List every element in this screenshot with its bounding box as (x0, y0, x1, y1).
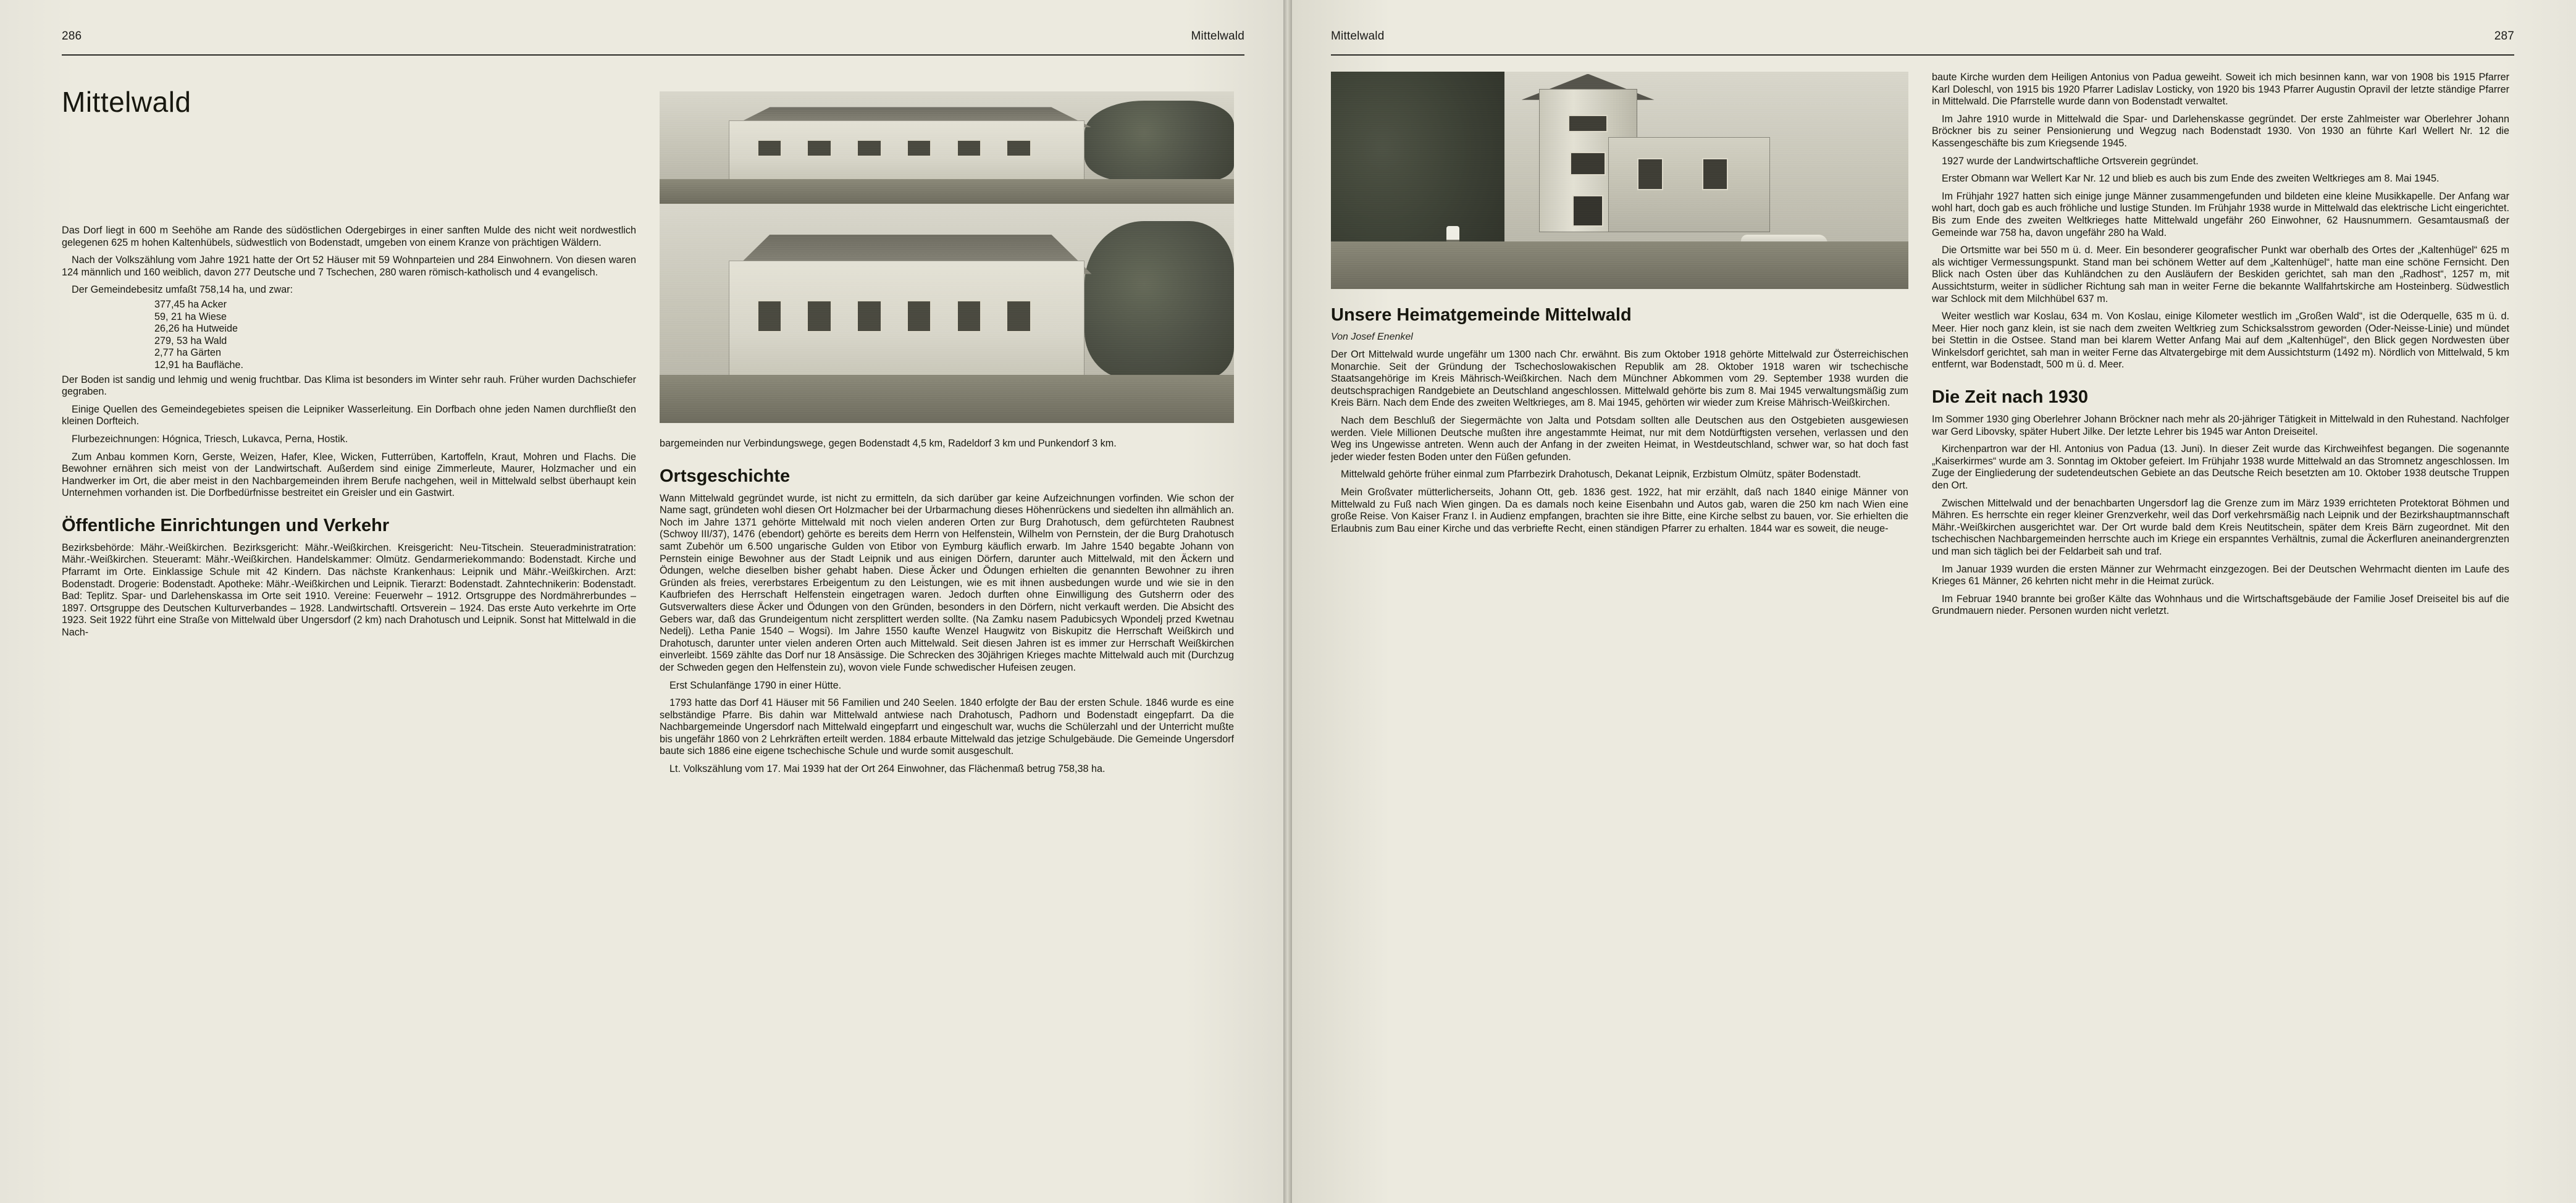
page-title: Mittelwald (62, 86, 191, 118)
paragraph: Erster Obmann war Wellert Kar Nr. 12 und blieb es auch bis zum Ende des zweiten Weltkrieges am 8. Mai 1945. (1942, 173, 2440, 185)
paragraph: Flurbezeichnungen: Hógnica, Triesch, Lukavca, Perna, Hostik. (72, 433, 348, 445)
paragraph: Im Frühjahr 1927 hatten sich einige junge Männer zusammengefunden und bildeten eine kleine Musikkapelle. Der Anfang war wohl hart, doch gab es auch fröhliche und lustige Stunden. Im Frühjahr 1938 wurde in Mittelwald das elektrische Licht eingerichtet. Bis zum Ende des zweiten Weltkrieges hatte Mittelwald ungefähr 260 Einwohner, 62 Hausnummern. Gesamtausmaß der Gemeinde war 758 ha, davon ungefähr 280 ha Wald. (1932, 190, 2509, 238)
left-column-2 (660, 72, 1234, 1177)
list-item: 59, 21 ha Wiese (154, 311, 227, 322)
photo-village-house-large (660, 204, 1234, 423)
photo-church-mittelwald (1331, 72, 1908, 289)
right-column-2 (1932, 72, 2509, 1177)
left-running-head (62, 30, 1244, 51)
paragraph: Der Ort Mittelwald wurde ungefähr um 1300 nach Chr. erwähnt. Bis zum Oktober 1918 gehörte Mittelwald zur Österreichischen Monarchie. Seit der Gründung der Tschechoslowakischen Republik am 28. Oktober 1918 waren wir tschechische Staatsangehörige im Kreis Mährisch-Weißkirchen. Nach dem Münchner Abkommen vom 29. September 1938 wurden die deutschsprachigen Randgebiete an Deutschland angeschlossen. Mittelwald gehörte bis zum 8. Mai 1945 verwaltungsmäßig zum Kreis Bärn. Nach dem Ende des zweiten Weltkrieges, am 8. Mai 1945, gehörten wir wieder zum Kreise Mährisch-Weißkirchen. (1331, 349, 1908, 409)
paragraph: Wann Mittelwald gegründet wurde, ist nicht zu ermitteln, da sich darüber gar keine Aufzeichnungen vorfinden. Wie schon der Name sagt, gründeten wohl diesen Ort Holzmacher bei der Urbarmachung dieses Höhenrückens und siedelten ihn allmählich an. Noch im Jahre 1371 gehörte Mittelwald mit noch vielen anderen Orten zur Burg Drahotusch, dem gefürchteten Raubnest (Schwoy III/37), 1476 (ebendort) gehörte es bereits dem Herrn von Helfenstein, Wilhelm von Pernstein, der die Burg Drahotusch samt Zubehör um 6.500 ungarische Gulden von Etibor von Eymburg käuflich erwarb. Im Jahre 1540 begabte Johann von Pernstein einige Bewohner aus der Stadt Leipnik und aus einigen Dörfern, darunter auch Mittelwald, mit den Äckern und Ödungen, welche dieselben bisher gehabt haben. Diese Äcker und Ödungen erhielten die genannten Bewohner zu ihren Gründen als freies, vererbstares Erbeigentum zu den Leistungen, wie es mit ihnen ausbedungen wurde und wie sie in den Kaufbriefen des Herrschaft Helfenstein eingetragen waren. Jedoch durften ohne Einwilligung des Gutsherrn oder des Gutsverwalters diese Äcker und Ödungen von den Gründen, besonders in den Dörfern, nicht verkauft werden. Die Absicht des Gebers war, daß das Grundeigentum nicht zersplittert werden sollte. (Na Zamku nasem Padubicsych Wpondelj przed Kwetnau Nedelj). Letha Panie 1540 – Wogsi). Im Jahre 1550 kaufte Wenzel Haugwitz von Biskupitz die Herrschaft Weißkirch und Drahotusch, darunter unter vielen anderen Orten auch Mittelwald. Seit diesen Jahren ist es immer zur Herrschaft Weißkirchen einverleibt. 1569 zählte das Dorf nur 18 Ansässige. Die Schrecken des 30jährigen Krieges machte Mittelwald auch mit (Durchzug der Schweden gegen den Helfenstein zu), wovon viele Funde schwedischer Hufeisen zeugen. (660, 492, 1234, 673)
paragraph: Im Februar 1940 brannte bei großer Kälte das Wohnhaus und die Wirtschaftsgebäude der Familie Josef Dreiseitel bis auf die Grundmauern nieder. Personen wurden nicht verletzt. (1932, 593, 2509, 617)
list-item: 2,77 ha Gärten (154, 347, 221, 359)
paragraph: baute Kirche wurden dem Heiligen Antonius von Padua geweiht. Soweit ich mich besinnen kann, war von 1908 bis 1915 Pfarrer Karl Doleschl, von 1915 bis 1920 Pfarrer Ladislav Losticky, von 1920 bis 1943 Pfarrer Augustin Opravil der letzte ständige Pfarrer in Mittelwald. Die Pfarrstelle wurde dann von Bodenstadt verwaltet. (1932, 72, 2509, 107)
land-area-list (62, 299, 636, 372)
right-header-rule (1331, 54, 2514, 56)
right-column-1 (1331, 72, 1908, 1177)
left-running-title: Mittelwald (1191, 30, 1244, 43)
left-columns (62, 72, 1244, 1177)
paragraph: Bezirksbehörde: Mähr.-Weißkirchen. Bezirksgericht: Mähr.-Weißkirchen. Kreisgericht: Neu-Titschein. Steueradministratration: Mähr.-Weißkirchen. Steueramt: Mähr.-Weißkirchen. Handelskammer: Olmütz. Gendarmeriekommando: Bodenstadt. Kirche und Pfarramt im Orte. Einklassige Schule mit 42 Kindern. Das nächste Krankenhaus: Leipnik und Mähr.-Weißkirchen. Arzt: Bodenstadt. Drogerie: Bodenstadt. Apotheke: Mähr.-Weißkirchen und Leipnik. Tierarzt: Bodenstadt. Zahntechnikerin: Bodenstadt. Bad: Teplitz. Spar- und Darlehenskassa im Orte seit 1910. Vereine: Feuerwehr – 1912. Ortsgruppe des Nordmährerbundes – 1897. Ortsgruppe des Deutschen Kulturverbandes – 1928. Landwirtschaftl. Ortsverein – 1924. Das erste Auto verkehrte im Orte 1923. Seit 1922 führt eine Straße von Mittelwald über Ungersdorf (2 km) nach Drahotusch und Leipnik. Sonst hat Mittelwald in die Nach- (62, 542, 636, 639)
right-folio: 287 (2494, 30, 2514, 43)
photo-grain (1331, 72, 1908, 289)
section-heading-public-facilities: Öffentliche Einrichtungen und Verkehr (62, 515, 390, 535)
paragraph: bargemeinden nur Verbindungswege, gegen Bodenstadt 4,5 km, Radeldorf 3 km und Punkendorf 3 km. (660, 438, 1117, 449)
author-byline: Von Josef Enenkel (1331, 332, 1413, 342)
paragraph: Zwischen Mittelwald und der benachbarten Ungersdorf lag die Grenze zum im März 1939 errichteten Protektorat Böhmen und Mähren. Es herrschte ein reger kleiner Grenzverkehr, weil das Dorf verkehrsmäßig nach Leipnik und der Bezirkshauptmannschaft Mähr.-Weißkirchen ausgerichtet war. Der Ort wurde bald dem Kreis Neutitschein, später dem Kreis Bärn zugeordnet. Mit den tschechischen Nachbargemeinden herrschte auch im Kriege ein erspanntes Verhältnis, zumal die Äckerfluren aneinandergrenzten und man sich täglich bei der Feldarbeit sah und traf. (1932, 497, 2509, 557)
photo-village-house (660, 91, 1234, 204)
section-heading-village-history: Ortsgeschichte (660, 466, 791, 486)
right-columns (1331, 72, 2514, 1177)
paragraph: Kirchenpartron war der Hl. Antonius von Padua (13. Juni). In dieser Zeit wurde das Kirchweihfest begangen. Die sogenannte „Kaiserkirmes“ wurde am 3. Sonntag im Oktober gefeiert. Im Frühjahr 1938 wurde Mittelwald an das Stromnetz angeschlossen. Im Zuge der Eingliederung der sudetendeutschen Gebiete an das Deutsche Reich besetzten am 10. Oktober 1938 deutsche Truppen den Ort. (1932, 443, 2509, 492)
paragraph: Lt. Volkszählung vom 17. Mai 1939 hat der Ort 264 Einwohner, das Flächenmaß betrug 758,38 ha. (669, 763, 1105, 775)
paragraph: Im Jahre 1910 wurde in Mittelwald die Spar- und Darlehenskasse gegründet. Der erste Zahlmeister war Oberlehrer Johann Bröckner bis zu seiner Pensionierung und Wegzug nach Bodenstadt 1930. Von 1930 an führte Karl Wellert Nr. 12 die Kassengeschäfte bis zum Kriegsende 1945. (1932, 113, 2509, 149)
photo-grain (660, 204, 1234, 423)
list-item: 26,26 ha Hutweide (154, 323, 238, 335)
paragraph: Mittelwald gehörte früher einmal zum Pfarrbezirk Drahotusch, Dekanat Leipnik, Erzbistum Olmütz, später Bodenstadt. (1341, 469, 1861, 480)
paragraph: Weiter westlich war Koslau, 634 m. Von Koslau, einige Kilometer westlich im „Großen Wald“, ist die Oderquelle, 635 m ü. d. Meer. Hier noch ganz klein, ist sie nach dem zweiten Weltkrieg zum Schicksalsstrom geworden (Oder-Neisse-Linie) und mündet bei Stettin in die Ostsee. Stand man bei klarem Wetter Anfang Mai auf dem „Kaltenhügel“, den Blick gegen Nordwesten über Winkelsdorf gerichtet, sah man in weiter Ferne das Altvatergebirge mit dem Aussichtsturm (1492 m). Nördlich von Mittelwald, 5 km entfernt, war Bodenstadt, 500 m ü. d. Meer. (1932, 311, 2509, 371)
left-folio: 286 (62, 30, 82, 43)
paragraph: Nach dem Beschluß der Siegermächte von Jalta und Potsdam sollten alle Deutschen aus den Ostgebieten ausgewiesen werden. Viele Millionen Deutsche mußten ihre angestammte Heimat, nur mit dem Notdürftigsten versehen, verlassen und den Weg ins Ungewisse antreten. Wenn auch der Anfang in der zweiten Heimat, in Westdeutschland, schwer war, so hat doch fast jeder wieder festen Boden unter den Füßen gefunden. (1331, 414, 1908, 463)
paragraph: Nach der Volkszählung vom Jahre 1921 hatte der Ort 52 Häuser mit 59 Wohnparteien und 284 Einwohnern. Von diesen waren 124 männlich und 160 weiblich, davon 277 Deutsche und 7 Tschechen, 280 waren römisch-katholisch und 4 evangelisch. (62, 254, 636, 278)
list-item: 377,45 ha Acker (154, 298, 227, 310)
list-item: 279, 53 ha Wald (154, 335, 227, 346)
paragraph: 1927 wurde der Landwirtschaftliche Ortsverein gegründet. (1942, 155, 2199, 167)
paragraph: Einige Quellen des Gemeindegebietes speisen die Leipniker Wasserleitung. Ein Dorfbach ohne jeden Namen durchfließt den kleinen Dorfteich. (62, 403, 636, 427)
paragraph: Im Sommer 1930 ging Oberlehrer Johann Bröckner nach mehr als 20-jähriger Tätigkeit in Mittelwald in den Ruhestand. Nachfolger war Gerd Libovsky, später Hubert Jilke. Der letzte Lehrer bis 1945 war Anton Dreiseitel. (1932, 414, 2509, 437)
photo-grain (660, 91, 1234, 204)
paragraph: Im Januar 1939 wurden die ersten Männer zur Wehrmacht einzgezogen. Bei der Deutschen Wehrmacht dienten im Laufe des Krieges 61 Männer, 26 kehrten nicht mehr in die Heimat zurück. (1932, 563, 2509, 587)
section-heading-heimatgemeinde: Unsere Heimatgemeinde Mittelwald (1331, 305, 1632, 325)
left-header-rule (62, 54, 1244, 56)
right-page (1288, 0, 2576, 1203)
paragraph: Die Ortsmitte war bei 550 m ü. d. Meer. Ein besonderer geografischer Punkt war oberhalb des Ortes der „Kaltenhügel“ 625 m als wichtiger Vermessungspunkt. Stand man bei schönem Wetter auf dem „Kaltenhügel“, hatte man eine schöne Fernsicht. Den Blick nach Osten über das Kuhländchen zu den Ausläufern der Beskiden gerichtet, sah man den „Radhost“, 1257 m, mit Aussichtsturm, weiter in südlicher Richtung sah man in weiter Ferne die bekannte Wallfahrtskirche am Hosteinberg. Südwestlich war Schlock mit dem Milchhübel 637 m. (1932, 245, 2509, 304)
list-item: 12,91 ha Baufläche. (154, 359, 244, 371)
paragraph: 1793 hatte das Dorf 41 Häuser mit 56 Familien und 240 Seelen. 1840 erfolgte der Bau der ersten Schule. 1846 wurde es eine selbständige Pfarre. Bis dahin war Mittelwald antwiese nach Drahotusch, Padhorn und Bodenstadt eingepfarrt. Da die Nachbargemeinde Ungersdorf nach Mittelwald eingepfarrt und eingeschult war, wuchs die Schülerzahl und der Unterricht mußte bis ungefähr 1860 von 2 Lehrkräften erteilt werden. 1884 erbaute Mittelwald das jetzige Schulgebäude. Die Gemeinde Ungersdorf baute sich 1886 eine eigene tschechische Schule und wurde somit ausgeschult. (660, 697, 1234, 757)
section-heading-die-zeit-nach-1930: Die Zeit nach 1930 (1932, 387, 2089, 408)
paragraph: Der Boden ist sandig und lehmig und wenig fruchtbar. Das Klima ist besonders im Winter sehr rauh. Früher wurden Dachschiefer gegraben. (62, 374, 636, 398)
left-column-1 (62, 72, 636, 1177)
paragraph: Zum Anbau kommen Korn, Gerste, Weizen, Hafer, Klee, Wicken, Futterrüben, Kartoffeln, Kraut, Mohren und Flachs. Die Bewohner ernähren sich meist von der Landwirtschaft. Außerdem sind einige Zimmerleute, Maurer, Holzmacher und ein Handwerker im Ort, die aber meist in den Nachbargemeinden ihrem Berufe nachgehen, weil in Mittelwald selbst überhaupt kein Unternehmen vorhanden ist. Die Dorfbedürfnisse bestreitet ein Greisler und ein Gastwirt. (62, 451, 636, 499)
paragraph: Der Gemeindebesitz umfaßt 758,14 ha, und zwar: (72, 284, 293, 296)
right-running-title: Mittelwald (1331, 30, 1385, 43)
paragraph: Das Dorf liegt in 600 m Seehöhe am Rande des südöstlichen Odergebirges in einer sanften Mulde des nicht weit nordwestlich gelegenen 625 m hohen Kaltenhübels, südwestlich von Bodenstadt, umgeben von einem Kranze von prächtigen Wäldern. (62, 225, 636, 248)
paragraph: Mein Großvater mütterlicherseits, Johann Ott, geb. 1836 gest. 1922, hat mir erzählt, daß nach 1840 einige Männer von Mittelwald zu Fuß nach Wien gingen. Da es damals noch keine Eisenbahn und Autos gab, waren die 250 km nach Wien eine große Reise. Von Kaiser Franz I. in Audienz empfangen, brachten sie ihre Bitte, eine Kirche selbst zu bauen, vor. Sie erhielten die Erlaubnis zum Bau einer Kirche und das verbriefte Recht, einen ständigen Pfarrer zu erhalten. 1844 war es soweit, die neuge- (1331, 486, 1908, 534)
right-running-head (1331, 30, 2514, 51)
paragraph: Erst Schulanfänge 1790 in einer Hütte. (669, 679, 842, 691)
